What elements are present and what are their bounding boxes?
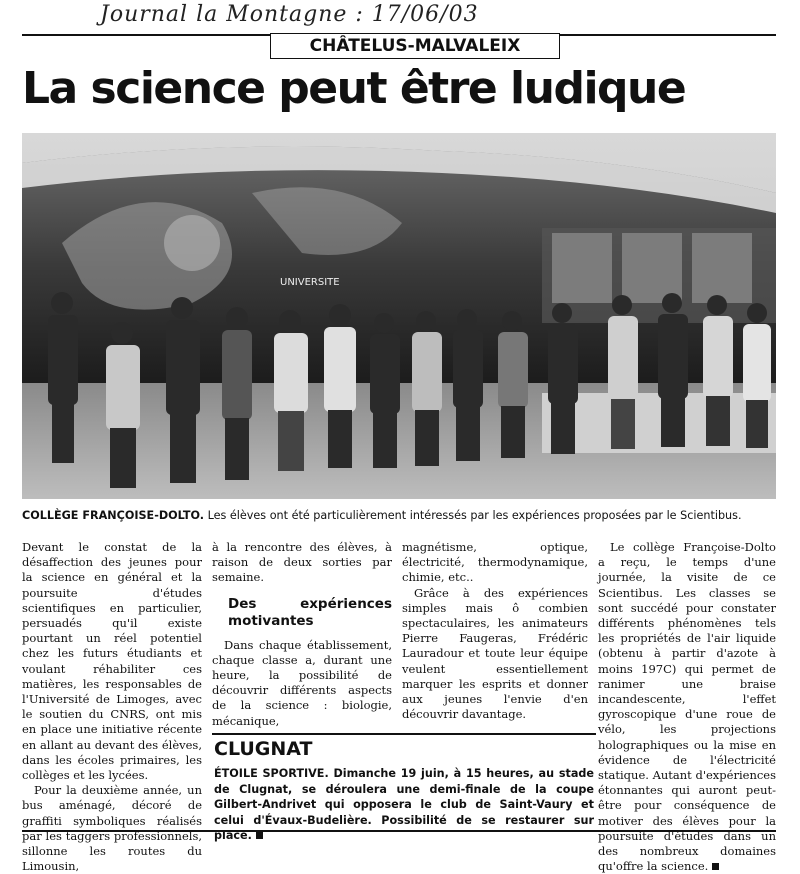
student-figure <box>106 322 140 488</box>
student-figure <box>274 310 308 471</box>
student-figure <box>412 311 442 466</box>
article-paragraph: Dans chaque établissement, chaque classe a, durant une heure, la possibilité de découvrir différents aspects de la science : biologie, mécanique, <box>212 637 392 728</box>
train-label: UNIVERSITE <box>280 277 340 288</box>
caption-lead: COLLÈGE FRANÇOISE-DOLTO. <box>22 509 205 522</box>
brief-title: CLUGNAT <box>214 738 313 760</box>
article-column-4 <box>598 540 776 874</box>
student-figure <box>370 313 400 468</box>
article-photo <box>22 133 776 499</box>
student-figure <box>608 295 638 449</box>
end-mark-icon <box>256 832 263 839</box>
student-figure <box>498 311 528 458</box>
brief-body <box>214 766 594 844</box>
brief-rule <box>212 733 596 735</box>
caption-text: Les élèves ont été particulièrement intéressés par les expériences proposées par le Scientibus. <box>207 509 742 522</box>
article-paragraph: Pour la deuxième année, un bus aménagé, décoré de graffiti symboliques réalisés par les taggers professionnels, sillonne les routes du Limousin, <box>22 783 202 874</box>
student-figure <box>453 309 483 461</box>
article-column-1 <box>22 540 202 874</box>
end-mark-icon <box>712 863 719 870</box>
section-kicker: CHÂTELUS-MALVALEIX <box>270 33 560 59</box>
student-figure <box>48 292 78 463</box>
photo-caption <box>22 509 776 522</box>
footer-rule <box>22 830 776 832</box>
handwritten-source-note: Journal la Montagne : 17/06/03 <box>100 2 479 27</box>
student-figure <box>743 303 771 448</box>
article-paragraph: magnétisme, optique, électricité, thermodynamique, chimie, etc.. <box>402 540 588 585</box>
student-figure <box>548 303 578 454</box>
article-paragraph: Devant le constat de la désaffection des jeunes pour la science en général et la poursuite d'études scientifiques en particulier, persuadés qu'il existe pourtant un réel potentiel chez les futurs étudiants et voulant réhabiliter ces matières, les responsables de l'Université de Limoges, avec le soutien du CNRS, ont mis en place une initiative récente en allant au devant des élèves, dans les écoles primaires, les collèges et les lycées. <box>22 540 202 783</box>
student-figure <box>222 307 252 480</box>
student-figure <box>324 304 356 468</box>
brief-lead: ÉTOILE SPORTIVE. <box>214 767 329 780</box>
article-paragraph-text: Le collège Françoise-Dolto a reçu, le temps d'une journée, la visite de ce Scientibus. Les classes se sont succédé pour constater différents phénomènes tels les propriétés de l'air liquide (obtenu à partir d'azote à moins 197C) qui permet de ranimer une braise incandescente, l'effet gyroscopique d'une roue de vélo, les projections holographiques ou la mise en évidence de l'électricité statique. Autant d'expériences étonnantes qui auront peut-être pour conséquence de motiver des élèves pour la poursuite d'études dans un des nombreux domaines qu'offre la science. <box>598 540 776 874</box>
student-figure <box>703 295 733 446</box>
article-paragraph <box>598 540 776 874</box>
photo-students-train <box>22 133 776 499</box>
article-column-3 <box>402 540 588 722</box>
article-subhead: Des expériences motivantes <box>228 595 392 629</box>
article-paragraph: à la rencontre des élèves, à raison de deux sorties par semaine. <box>212 540 392 585</box>
student-figure <box>658 293 688 447</box>
article-column-2 <box>212 540 392 729</box>
headline: La science peut être ludique <box>22 63 686 114</box>
brief-text: Dimanche 19 juin, à 15 heures, au stade de Clugnat, se déroulera une demi-finale de la coupe Gilbert-Andrivet qui opposera le club de Saint-Vaury et celui d'Évaux-Budelière. Possibilité de se restaurer sur place. <box>214 767 594 843</box>
article-paragraph: Grâce à des expériences simples mais ô combien spectaculaires, les animateurs Pierre Faugeras, Frédéric Lauradour et toute leur équipe veulent essentiellement marquer les esprits et donner aux jeunes l'envie d'en découvrir davantage. <box>402 585 588 722</box>
student-figure <box>166 297 200 483</box>
